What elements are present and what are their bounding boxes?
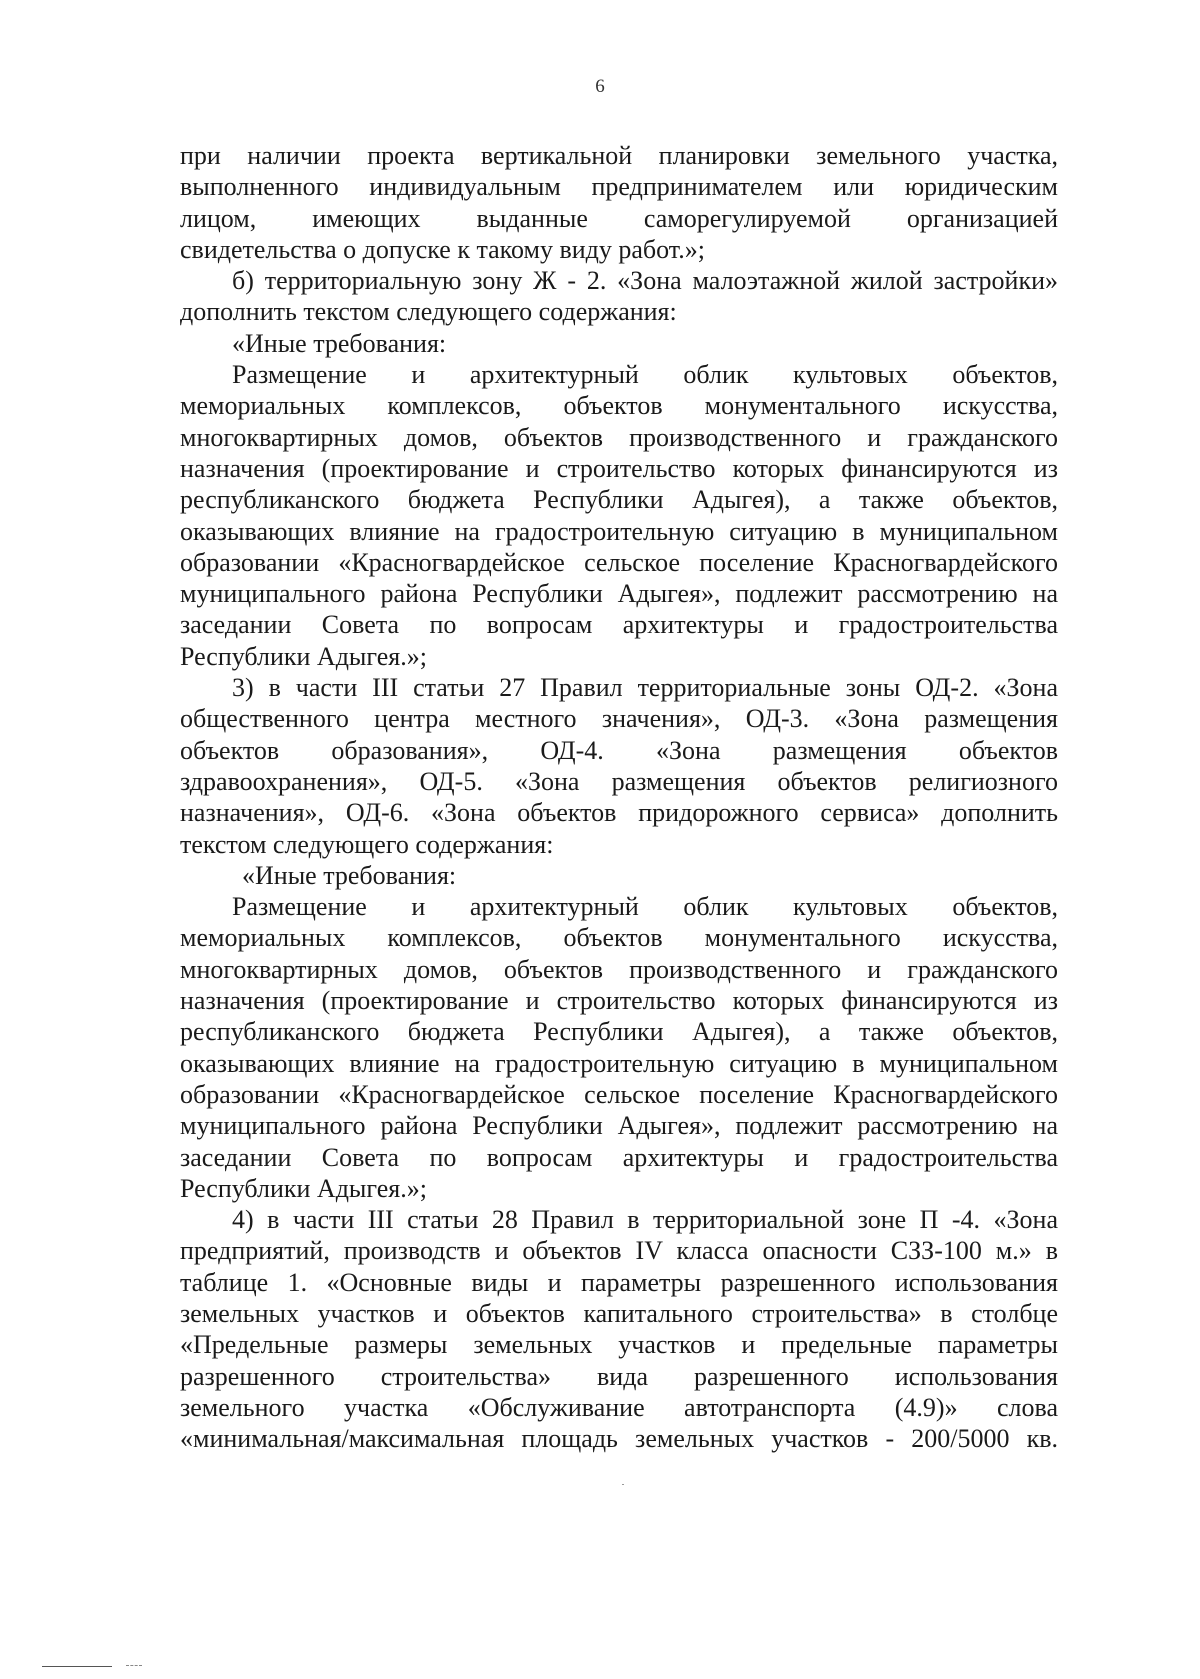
text-line: Размещение и архитектурный облик культовых объектов, [232, 360, 1058, 390]
text-line: назначения», ОД-6. «Зона объектов придорожного сервиса» дополнить [180, 798, 1058, 828]
text-line: предприятий, производств и объектов IV класса опасности СЗЗ-100 м.» в [180, 1236, 1058, 1266]
text-line: образовании «Красногвардейское сельское поселение Красногвардейского [180, 1079, 1058, 1109]
text-line: республиканского бюджета Республики Адыгея), а также объектов, [180, 485, 1058, 515]
text-line: «Предельные размеры земельных участков и предельные параметры [180, 1330, 1058, 1360]
scan-edge-line [42, 1666, 112, 1667]
text-line: при наличии проекта вертикальной планировки земельного участка, [180, 141, 1058, 170]
document-body [180, 140, 1058, 1454]
text-line: здравоохранения», ОД-5. «Зона размещения объектов религиозного [180, 766, 1058, 796]
text-line: земельного участка «Обслуживание автотранспорта (4.9)» слова [180, 1392, 1058, 1422]
text-line: муниципального района Республики Адыгея», подлежит рассмотрению на [180, 1111, 1058, 1141]
text-line: назначения (проектирование и строительство которых финансируются из [180, 453, 1058, 483]
scan-speck [622, 1484, 624, 1485]
text-line: «Иные требования: [242, 860, 457, 890]
text-line: 3) в части III статьи 27 Правил территориальные зоны ОД-2. «Зона [232, 673, 1058, 703]
text-line: выполненного индивидуальным предпринимателем или юридическим [180, 172, 1058, 202]
text-line: б) территориальную зону Ж - 2. «Зона малоэтажной жилой застройки» [232, 266, 1058, 296]
text-line: Республики Адыгея.»; [180, 641, 427, 671]
text-line: текстом следующего содержания: [180, 829, 554, 859]
text-line: муниципального района Республики Адыгея», подлежит рассмотрению на [180, 579, 1058, 609]
text-line: многоквартирных домов, объектов производственного и гражданского [180, 954, 1058, 984]
text-line: назначения (проектирование и строительство которых финансируются из [180, 986, 1058, 1016]
page-number: 6 [595, 76, 605, 97]
scan-edge-dash [126, 1665, 142, 1667]
text-line: мемориальных комплексов, объектов монументального искусства, [180, 923, 1058, 953]
text-line: оказывающих влияние на градостроительную ситуацию в муниципальном [180, 516, 1058, 546]
text-line: общественного центра местного значения», ОД-3. «Зона размещения [180, 704, 1058, 734]
text-line: многоквартирных домов, объектов производственного и гражданского [180, 422, 1058, 452]
text-line: Республики Адыгея.»; [180, 1173, 427, 1203]
text-line: свидетельства о допуске к такому виду работ.»; [180, 234, 705, 264]
text-line: земельных участков и объектов капитального строительства» в столбце [180, 1298, 1058, 1328]
text-line: заседании Совета по вопросам архитектуры и градостроительства [180, 1142, 1058, 1172]
text-line: дополнить текстом следующего содержания: [180, 297, 677, 327]
text-line: разрешенного строительства» вида разрешенного использования [180, 1361, 1058, 1391]
text-line: объектов образования», ОД-4. «Зона размещения объектов [180, 735, 1058, 765]
text-line: «Иные требования: [232, 328, 447, 358]
text-line: заседании Совета по вопросам архитектуры и градостроительства [180, 610, 1058, 640]
text-line: оказывающих влияние на градостроительную ситуацию в муниципальном [180, 1048, 1058, 1078]
text-line: таблице 1. «Основные виды и параметры разрешенного использования [180, 1267, 1058, 1297]
text-line: лицом, имеющих выданные саморегулируемой организацией [180, 203, 1058, 233]
text-line: Размещение и архитектурный облик культовых объектов, [232, 892, 1058, 922]
text-line: «минимальная/максимальная площадь земельных участков - 200/5000 кв. [180, 1424, 1058, 1454]
text-line: мемориальных комплексов, объектов монументального искусства, [180, 391, 1058, 421]
text-line: 4) в части III статьи 28 Правил в территориальной зоне П -4. «Зона [232, 1205, 1058, 1235]
text-line: республиканского бюджета Республики Адыгея), а также объектов, [180, 1017, 1058, 1047]
text-line: образовании «Красногвардейское сельское поселение Красногвардейского [180, 547, 1058, 577]
